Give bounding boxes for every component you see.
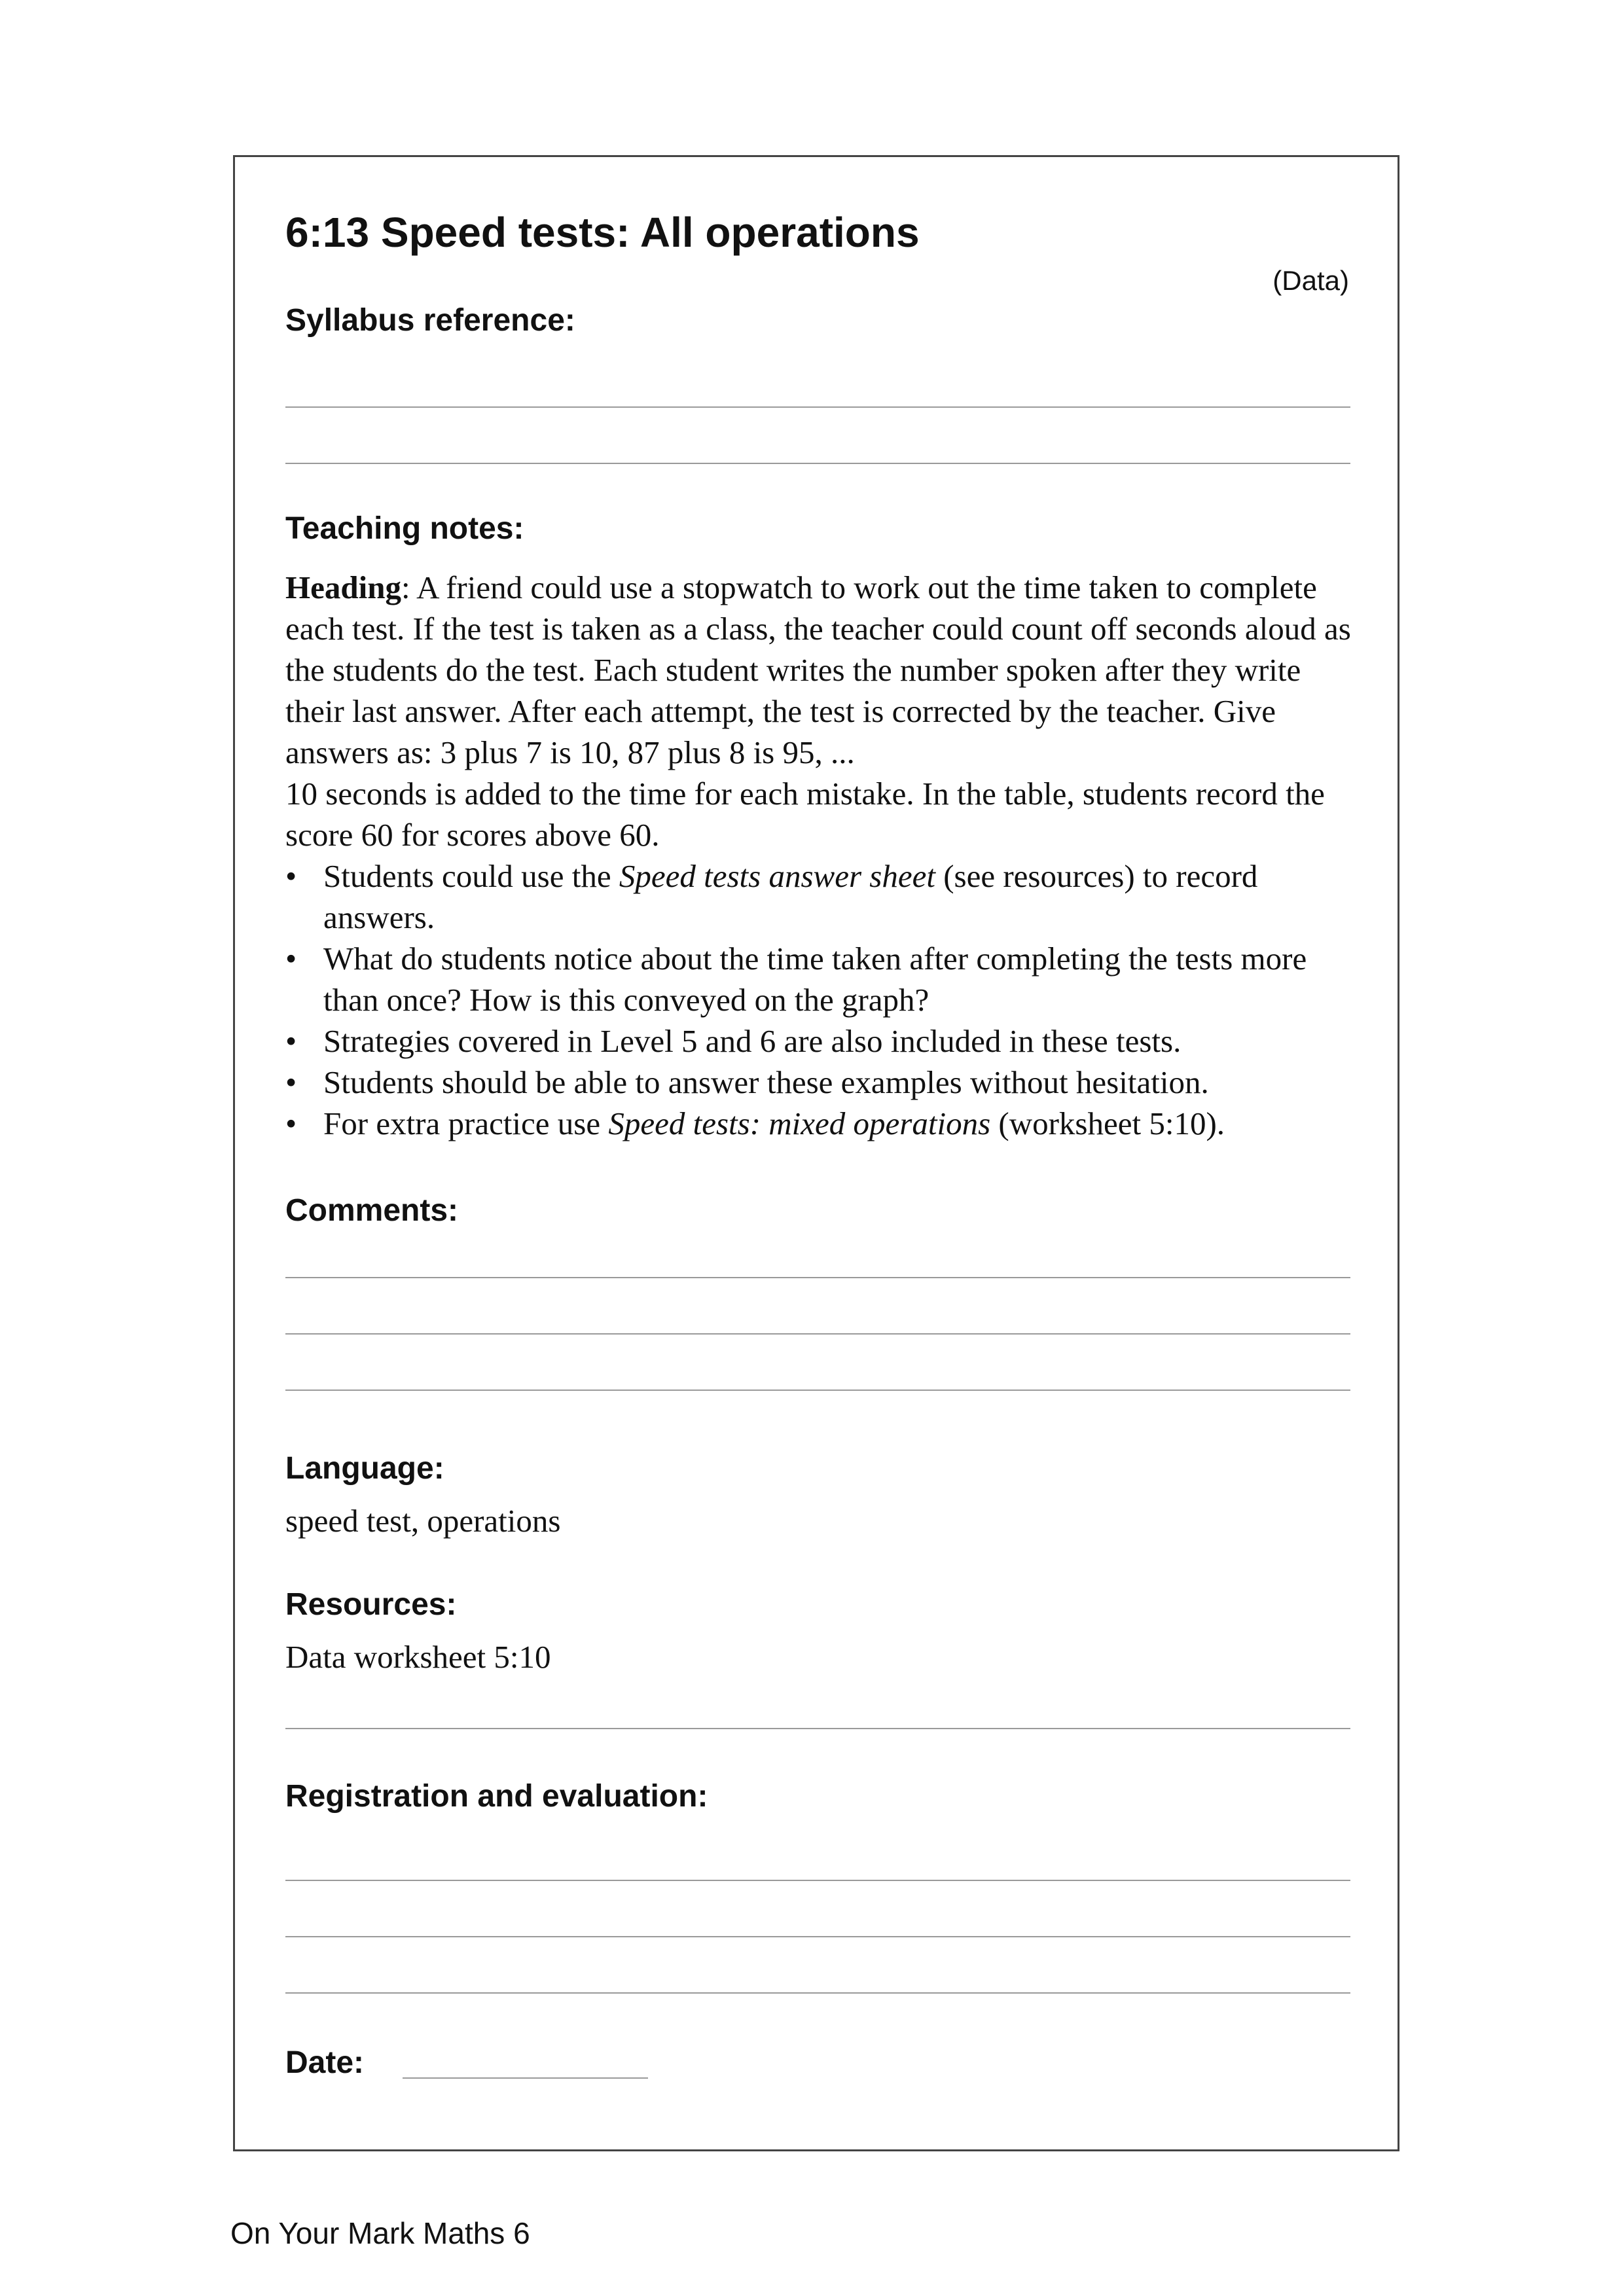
bullet-text: Students could use the: [323, 858, 619, 894]
comments-line-2: [285, 1333, 1350, 1335]
bullet-text: Strategies covered in Level 5 and 6 are also included in these tests.: [323, 1023, 1182, 1059]
list-item: [285, 1020, 1359, 1062]
comments-line-3: [285, 1390, 1350, 1391]
language-text: speed test, operations: [285, 1503, 561, 1539]
registration-line-1: [285, 1880, 1350, 1881]
bullet-text: What do students notice about the time taken after completing the tests more than once? How is this conveyed on the graph?: [323, 941, 1307, 1018]
teaching-paragraph-1: [285, 567, 1359, 773]
lead-text: : A friend could use a stopwatch to work out the time taken to complete each test. If the test is taken as a class, the teacher could count off seconds aloud as the students do the test. Each student writes the number spoken after they write their last answer. After each attempt, the test is corrected by the teacher. Give answers as: 3 plus 7 is 10, 87 plus 8 is 95, ...: [285, 569, 1351, 770]
registration-heading: Registration and evaluation:: [285, 1779, 708, 1814]
registration-line-3: [285, 1992, 1350, 1994]
bullet-icon: •: [285, 941, 297, 977]
page-frame: [233, 155, 1399, 2151]
resources-text: Data worksheet 5:10: [285, 1639, 551, 1675]
comments-line-1: [285, 1277, 1350, 1278]
bullet-icon: •: [285, 1023, 297, 1059]
bullet-text: (worksheet 5:10).: [990, 1105, 1225, 1141]
registration-line-2: [285, 1936, 1350, 1937]
bullet-icon: •: [285, 858, 297, 894]
worksheet-title-italic: Speed tests: mixed operations: [608, 1105, 991, 1141]
teaching-bullet-list: [285, 855, 1359, 1144]
resources-heading: Resources:: [285, 1587, 457, 1622]
resources-line: [285, 1728, 1350, 1729]
syllabus-heading: Syllabus reference:: [285, 303, 575, 338]
teaching-notes-body: [285, 567, 1359, 1144]
bullet-icon: •: [285, 1064, 297, 1100]
resource-title-italic: Speed tests answer sheet: [619, 858, 935, 894]
lead-bold: Heading: [285, 569, 401, 605]
category-label: (Data): [1272, 265, 1349, 296]
comments-heading: Comments:: [285, 1193, 459, 1228]
list-item: [285, 855, 1359, 938]
bullet-text: (see resources) to record answers.: [323, 858, 1258, 935]
footer-book-title: On Your Mark Maths 6: [230, 2216, 530, 2250]
bullet-text: Students should be able to answer these examples without hesitation.: [323, 1064, 1209, 1100]
list-item: [285, 1103, 1359, 1144]
bullet-icon: •: [285, 1105, 297, 1141]
list-item: [285, 938, 1359, 1020]
list-item: [285, 1062, 1359, 1103]
teaching-notes-heading: Teaching notes:: [285, 511, 524, 546]
syllabus-line-2: [285, 463, 1350, 464]
date-field-line: [403, 2077, 648, 2079]
page-title: 6:13 Speed tests: All operations: [285, 209, 920, 256]
date-label: Date:: [285, 2045, 365, 2080]
bullet-text: For extra practice use: [323, 1105, 609, 1141]
syllabus-line-1: [285, 406, 1350, 408]
language-heading: Language:: [285, 1451, 444, 1486]
teaching-paragraph-2: 10 seconds is added to the time for each mistake. In the table, students record the score 60 for scores above 60.: [285, 776, 1325, 853]
